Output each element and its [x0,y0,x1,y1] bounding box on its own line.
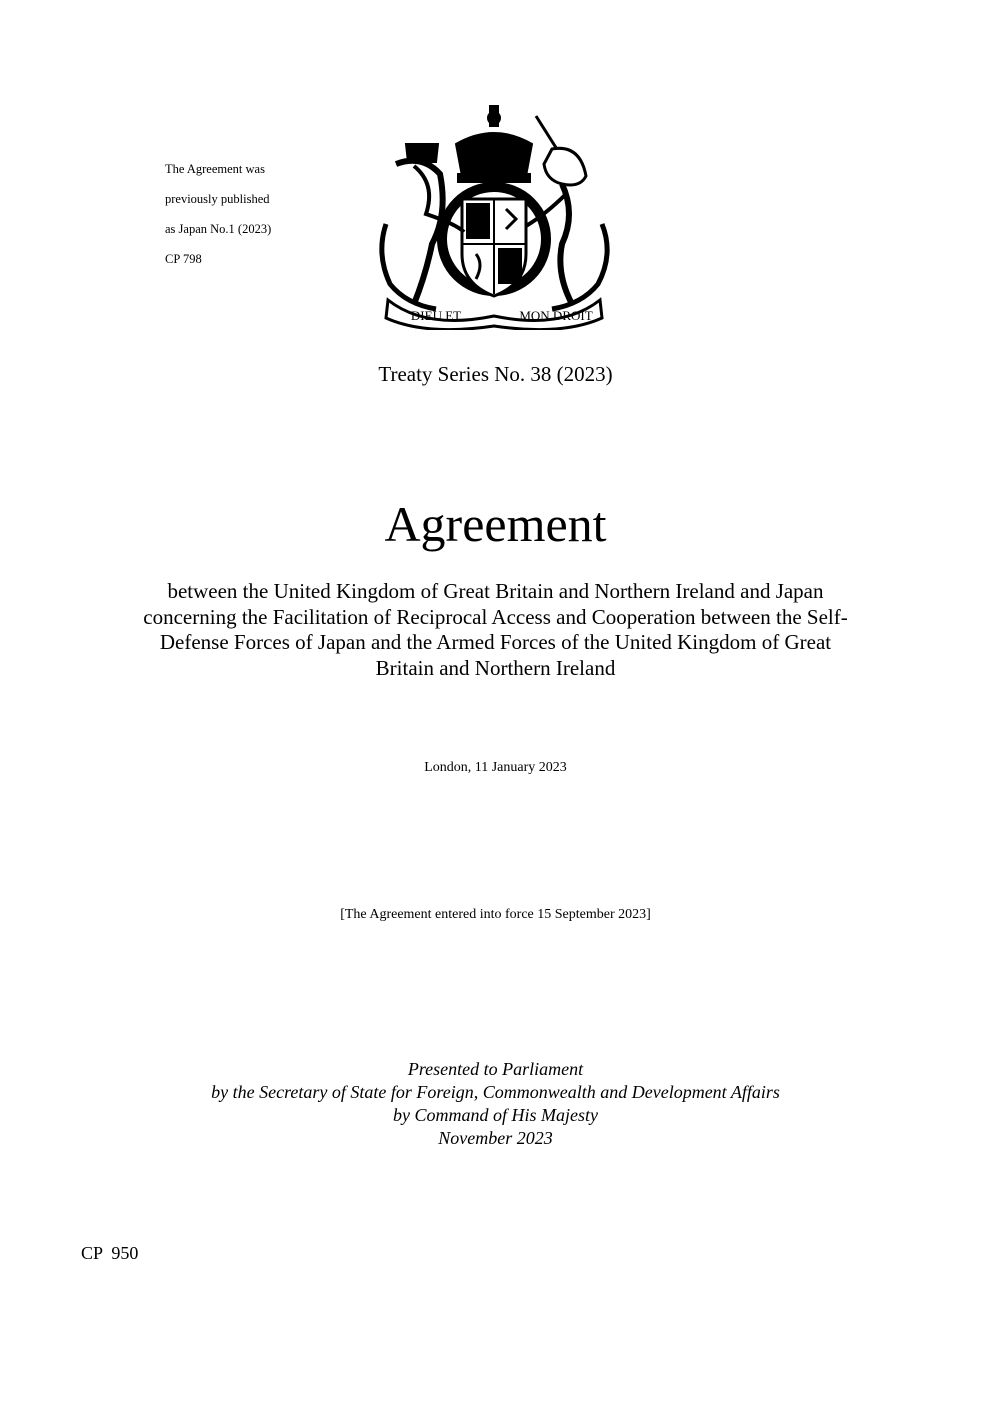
note-line: as Japan No.1 (2023) [165,222,272,236]
command-paper-number: CP 950 [81,1243,139,1263]
subtitle-line: Defense Forces of Japan and the Armed Forces of the United Kingdom of Great [159,630,832,654]
previous-publication-note [165,147,271,282]
motto-right: MON DROIT [519,308,593,323]
presented-line: by Command of His Majesty [393,1105,598,1125]
note-line: CP 798 [165,252,202,266]
presented-line: by the Secretary of State for Foreign, Commonwealth and Development Affairs [211,1082,780,1102]
subtitle-line: between the United Kingdom of Great Britain and Northern Ireland and Japan [167,579,824,603]
presentation-statement [0,1058,991,1150]
presented-line: Presented to Parliament [407,1059,584,1079]
subtitle-line: Britain and Northern Ireland [375,655,616,680]
signing-place-date: London, 11 January 2023 [424,760,567,775]
entry-into-force-note: [The Agreement entered into force 15 September 2023] [340,907,651,922]
treaty-series-number: Treaty Series No. 38 (2023) [378,362,613,386]
presented-line: November 2023 [438,1128,553,1148]
document-title: Agreement [384,496,607,552]
note-line: previously published [165,192,270,206]
document-subtitle [95,579,896,681]
subtitle-line: concerning the Facilitation of Reciprocal Access and Cooperation between the Self- [143,604,848,629]
note-line: The Agreement was [165,162,265,176]
motto-left: DIEU ET [410,308,462,323]
royal-coat-of-arms-icon [366,104,622,330]
